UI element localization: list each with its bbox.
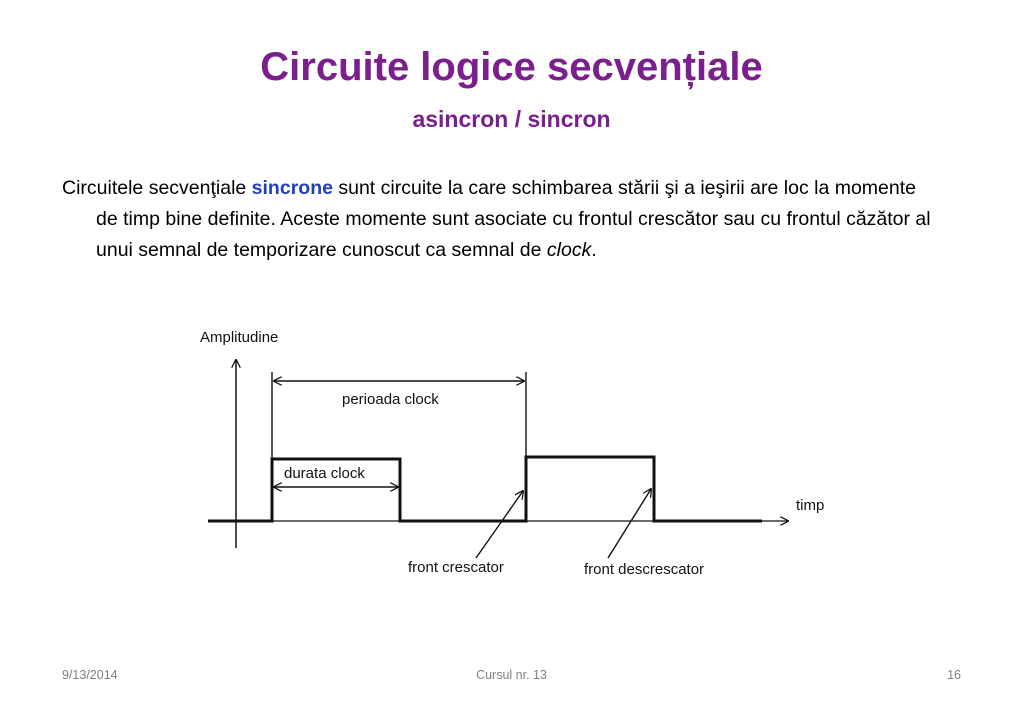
x-axis-label: timp xyxy=(796,497,825,514)
slide-title: Circuite logice secvențiale xyxy=(260,45,763,89)
paragraph-middle: sunt circuite la care schimbarea stării şi a ieşirii are loc la momente de timp bine definite. Aceste momente sunt asociate cu frontul crescător sau cu frontul căzător al unui semnal de temporizare cunoscut ca semnal de xyxy=(96,177,931,261)
rising-edge-label: front crescator xyxy=(408,559,504,576)
italic-clock: clock xyxy=(546,239,592,261)
body-paragraph-container xyxy=(62,173,942,266)
y-axis-label: Amplitudine xyxy=(200,329,279,346)
rising-edge-pointer xyxy=(476,491,523,558)
footer-date: 9/13/2014 xyxy=(62,668,118,682)
keyword-sincrone: sincrone xyxy=(251,177,333,199)
footer-course: Cursul nr. 13 xyxy=(476,668,547,682)
paragraph-start: Circuitele secvenţiale xyxy=(62,177,252,199)
duration-label: durata clock xyxy=(284,465,365,482)
body-paragraph xyxy=(62,173,942,266)
period-label: perioada clock xyxy=(342,391,439,408)
falling-edge-pointer xyxy=(608,489,651,558)
footer-page-number: 16 xyxy=(947,668,961,682)
paragraph-end: . xyxy=(591,239,597,261)
falling-edge-label: front descrescator xyxy=(584,561,705,578)
slide-subtitle: asincron / sincron xyxy=(412,106,611,132)
clock-signal-diagram xyxy=(190,318,850,588)
